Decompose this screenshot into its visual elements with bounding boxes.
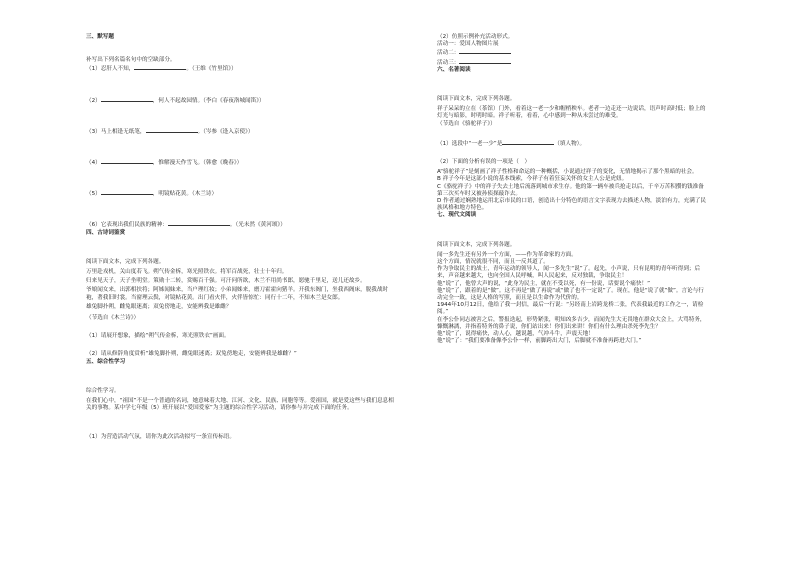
modern-paragraph: 他“说”了，说得痛快，动人心，越说越，气冲斗牛，声震天地！ <box>437 331 594 338</box>
dictation-item-3: （3）马上相逢无纸笔， 。（岑参《逢入京使》） <box>86 128 254 135</box>
section-title-classic-reading: 六、名著阅读 <box>437 66 471 73</box>
modern-paragraph: 在李公仆同志被害之后，警报迭起，形势紧张，明知凶多吉少，而闻先生大无畏地在群众大会上，大骂特务，慷慨淋漓，并指着特务的鼻子说，你们站出来！你们出来讲！你们有什么理由杀死李先生？ <box>437 316 706 330</box>
dictation-instruction: 补写出下列名篇名句中的空缺部分。 <box>86 57 176 64</box>
poem-line: 万里赴戎机，关山度若飞。朔气传金柝，寒光照铁衣。将军百战死，壮士十年归。 <box>86 269 288 276</box>
answer-blank[interactable] <box>459 48 511 54</box>
poem-line: 雄兔脚扑朔，雌兔眼迷离；双兔傍地走，安能辨我是雄雌？ <box>86 303 232 310</box>
modern-paragraph: 1944年10月12日，他给了我一封信，最后一行说：“另经南上岩跨龙桥二张，代表我最近的工作之一，请检阅。” <box>437 302 704 316</box>
activity-1: 活动一：爱国人物图片展 <box>437 41 499 48</box>
modern-paragraph: 闻一多先生还有另外一个方面，——作为革命家的方面。 <box>437 251 577 258</box>
answer-blank[interactable] <box>101 189 153 195</box>
option-c: C《骆驼祥子》中的祥子失去土地后流落到城市求生存。他的第一辆车被兵抢走以后，千辛万苦积攒的钱准备第三次买车时又被孙侦探敲诈去。 <box>437 183 704 197</box>
dictation-item-4: （4） ，惟解漫天作雪飞。（韩愈《晚春》） <box>86 160 243 167</box>
comprehensive-intro: 综合性学习。 <box>86 387 120 394</box>
activity-3: 活动三： <box>437 58 709 67</box>
dictation-item-5: （5） ，明镜贴花黄。（木兰诗） <box>86 191 218 198</box>
poem-instruction: 阅读下面文本，完成下列各题。 <box>86 258 165 265</box>
answer-blank[interactable] <box>168 220 230 226</box>
modern-paragraph: 作为争取民主的战士，青年运动的领导人，闻一多先生“说”了。起先，小声说，只有昆明的青年听得到；后来，声音越来越大，也向全国人民呼喊，叫人民起来，反对独裁，争取民主！ <box>437 266 701 280</box>
dictation-item-2: （2） ，何人不起故园情。（李白《春夜洛城闻笛》） <box>86 97 265 104</box>
novel-source: （节选自《骆驼祥子》） <box>437 120 496 127</box>
novel-question-1: （1）选段中“一老一少”是 （填人物）。 <box>437 140 586 147</box>
section-title-modern-reading: 七、现代文阅读 <box>437 212 477 219</box>
answer-blank[interactable] <box>101 96 153 102</box>
answer-blank[interactable] <box>101 158 153 164</box>
section-title-comprehensive: 五、综合性学习 <box>86 358 126 365</box>
poem-line: 归来见天子，天子坐明堂。策勋十二转，赏赐百千强。可汗问所欲，木兰不用尚书郎，愿驰千里足，送儿还故乡。 <box>86 278 366 285</box>
option-d: D 作者通过娴熟地运用北京市民的口语，创造出十分特色的语言文字表现力去描述人物，淡泊有力，充满了民族风格和地方特色。 <box>437 198 706 212</box>
poem-question-1: （1）请展开想象，描绘“朔气传金柝，寒光照铁衣”画面。 <box>86 333 230 340</box>
answer-blank[interactable] <box>502 139 554 145</box>
comprehensive-text: 在我们心中，“祖国”不是一个普通的名词，她意味着大地、江河、文化、民族、同胞等等。爱祖国，就是爱这些与我们息息相关的事物。某中学七年级（5）班开展以“爱国爱家”为主题的综合性学习活动，请你参与并完成下面的任务。 <box>86 398 394 412</box>
poem-source: （节选自《木兰诗》） <box>86 315 140 322</box>
left-column <box>86 34 396 442</box>
modern-paragraph: 他“说”了：“我们要准备像李公仆一样，前脚跨出大门，后脚就不准备再跨进大门。” <box>437 338 642 345</box>
answer-blank[interactable] <box>146 127 198 133</box>
section-title-dictation: 三、默写题 <box>86 34 114 40</box>
answer-blank[interactable] <box>134 64 186 70</box>
section-title-poetry: 四、古诗词鉴赏 <box>86 229 126 236</box>
right-column <box>437 34 709 346</box>
modern-paragraph: 他“说”了，他曾大声的说，“此身为民主，就在不受以死，有一份说，话要说个痛快！” <box>437 280 650 287</box>
dictation-item-1: （1）忍肝人不知， 。（王维《竹里馆》） <box>86 66 237 73</box>
poem-line: 爷娘闻女来，出郭相扶将；阿姊闻妹来，当户理红妆；小弟闻姊来，磨刀霍霍向猪羊。开我东阁门，坐我西阁床，脱我战时袍，著我旧时裳。当窗理云鬓，对镜帖花黄。出门看火伴，火伴皆惊忙：同行十二年，不知木兰是女郎。 <box>86 287 389 301</box>
modern-paragraph: 他“说”了，跟着的是“做”。这不再是“做了再说”或“做了也不一定说”了。现在，他是“说了就”做”。言论与行动完全一致，这是人格的写照，而且是以生命作为代价的。 <box>437 287 704 302</box>
dictation-item-6: （6）它表现出我们民族的精神： 。（光未然《黄河颂》） <box>86 222 286 229</box>
novel-excerpt: 祥子呆呆的立在（茶馆）门外，看着这一老一少和帽梢秧车。老者一边走还一边说话，语声时高时低；脸上的灯光与暗影，时明时暗。祥子听着，看着，心中感到一种从未尝过的难受。 <box>437 106 706 120</box>
option-a: A“骆驼祥子”是刻画了祥子性格和命运的一种概括，小说通过祥子的变化，无情地揭示了那个黑暗的社会。 <box>437 169 698 176</box>
modern-instruction: 阅读下面文本，完成下列各题。 <box>437 241 516 248</box>
novel-question-2: （2）下面的分析有误的一项是（ ） <box>437 159 531 166</box>
modern-paragraph: 这个方面，情况就很不同，而且一反其道了。 <box>437 259 549 266</box>
novel-instruction: 阅读下面文本，完成下列各题。 <box>437 96 516 103</box>
poem-question-2: （2）请从修辞角度赏析“雄兔脚扑朔，雌兔眼迷离；双兔傍地走，安能辨我是雄雌？” <box>86 351 297 358</box>
answer-blank[interactable] <box>459 58 511 64</box>
option-b: B 祥子今年是这部小说的基本线索，今祥子有着狂妄关怀的女主人公是虎妞。 <box>437 176 628 183</box>
comprehensive-question-2: （2）仿照示例补充活动形式。 <box>437 34 514 40</box>
comprehensive-question-1: （1）为营造活动气氛，请你为此次活动拟写一条宣传标语。 <box>86 434 235 441</box>
activity-2: 活动二： <box>437 48 709 57</box>
